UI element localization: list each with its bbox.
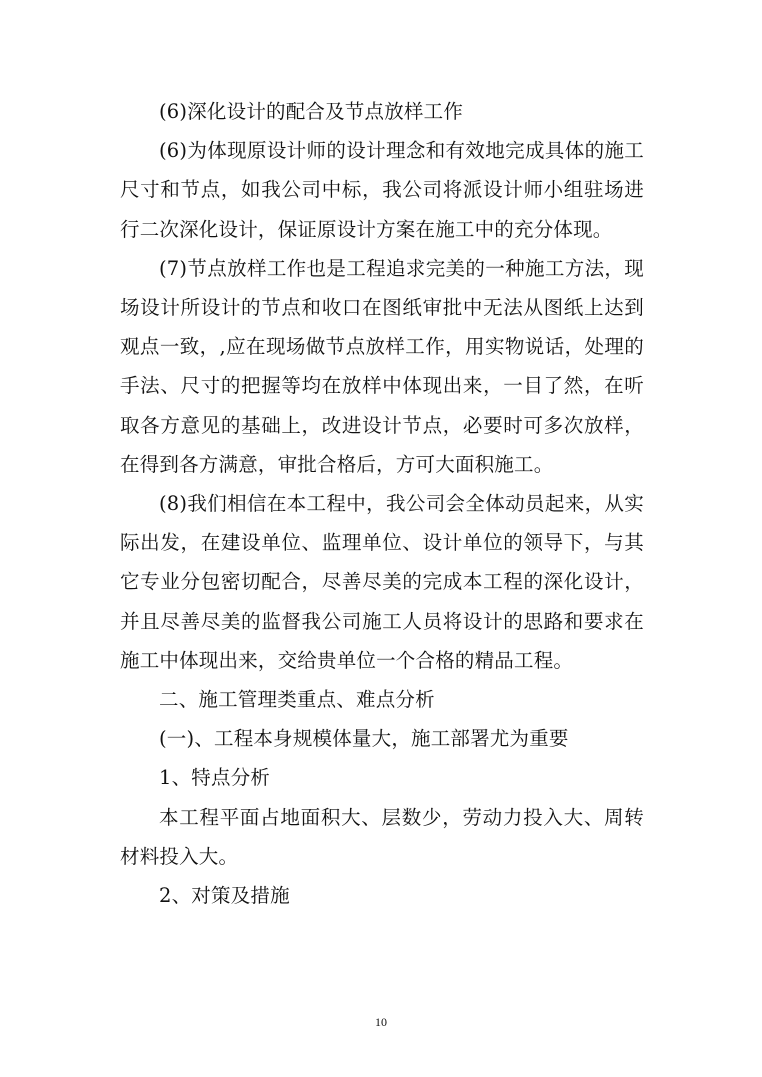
subheading-deepening-design: (6)深化设计的配合及节点放样工作 [159, 100, 464, 123]
paragraph-node-sampling: (7)节点放样工作也是工程追求完美的一种施工方法，现场设计所设计的节点和收口在图纸审批中无法从图纸上达到观点一致，,应在现场做节点放样工作，用实物说话，处理的手法、尺寸的把握等均在放样中体现出来，一目了然，在听取各方意见的基础上，改进设计节点，必要时可多次放样，在得到各方满意，审批合格后，方可大面积施工。 [120, 256, 644, 476]
paragraph-features: 本工程平面占地面积大、层数少，劳动力投入大、周转材料投入大。 [120, 805, 644, 868]
paragraph-design-team: (6)为体现原设计师的设计理念和有效地完成具体的施工尺寸和节点，如我公司中标，我公司将派设计师小组驻场进行二次深化设计，保证原设计方案在施工中的充分体现。 [120, 139, 644, 241]
section-heading-management: 二、施工管理类重点、难点分析 [159, 688, 435, 712]
page-number: 10 [375, 1015, 387, 1029]
paragraph-commitment: (8)我们相信在本工程中，我公司会全体动员起来，从实际出发，在建设单位、监理单位、设计单位的领导下，与其它专业分包密切配合，尽善尽美的完成本工程的深化设计，并且尽善尽美的监督我公司施工人员将设计的思路和要求在施工中体现出来，交给贵单位一个合格的精品工程。 [120, 492, 644, 672]
item-heading-measures: 2、对策及措施 [159, 884, 290, 908]
item-heading-features: 1、特点分析 [159, 766, 271, 790]
subsection-heading-scale: (一)、工程本身规模体量大，施工部署尤为重要 [159, 727, 569, 751]
document-body [120, 92, 644, 915]
